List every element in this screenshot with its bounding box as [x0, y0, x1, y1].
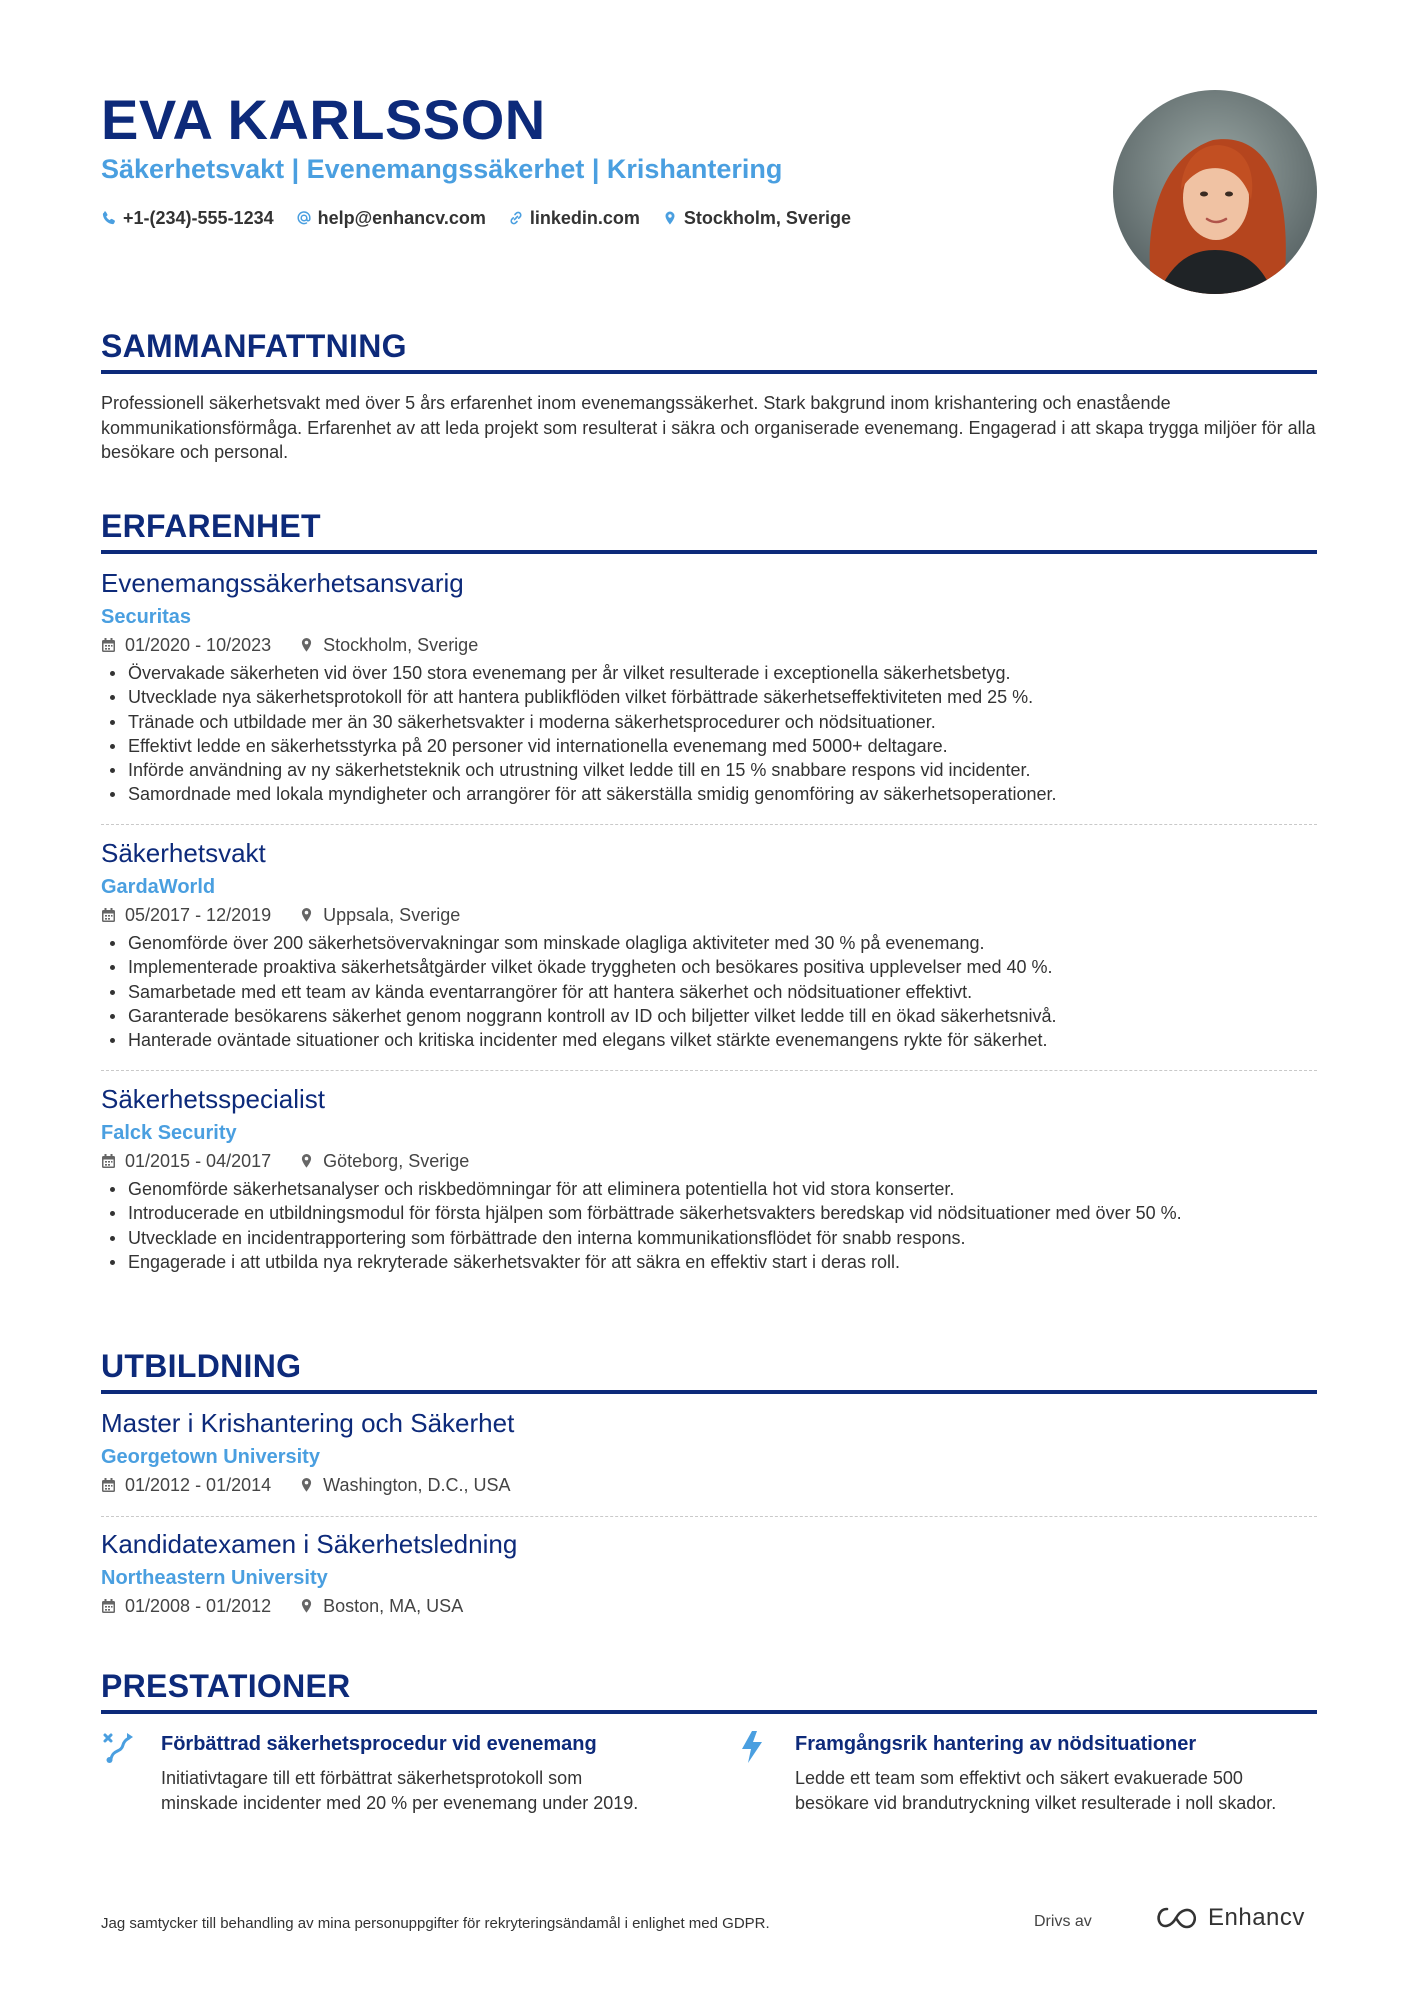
education-entry	[101, 1528, 1317, 1618]
education-meta	[101, 1594, 1317, 1618]
contact-location	[662, 206, 851, 230]
achievement-item	[101, 1729, 661, 1849]
education-location-text: Boston, MA, USA	[323, 1596, 464, 1616]
section-title-achievements: PRESTATIONER	[101, 1668, 351, 1704]
company-name: GardaWorld	[101, 876, 216, 898]
job-dates-text: 01/2020 - 10/2023	[125, 635, 272, 655]
job-meta	[101, 1149, 1317, 1173]
entry-divider	[101, 1070, 1317, 1071]
job-dates-text: 05/2017 - 12/2019	[125, 905, 272, 925]
bullet-item: Introducerade en utbildningsmodul för första hjälpen som förbättrade säkerhetsvakters beredskap vid nödsituationer med över 50 %.	[101, 1201, 1317, 1225]
contact-email-text: help@enhancv.com	[317, 208, 486, 228]
bullet-item: Engagerade i att utbilda nya rekryterade säkerhetsvakter för att säkra en effektiv start i deras roll.	[101, 1250, 1317, 1274]
bullet-item: Övervakade säkerheten vid över 150 stora evenemang per år vilket resulterade i exceptionella säkerhetsbetyg.	[101, 661, 1317, 685]
education-dates-text: 01/2008 - 01/2012	[125, 1596, 272, 1616]
calendar-icon	[101, 637, 116, 653]
job-dates	[101, 1149, 271, 1173]
bullet-item: Effektivt ledde en säkerhetsstyrka på 20 personer vid internationella evenemang med 5000+ deltagare.	[101, 734, 1317, 758]
enhancv-brand-name: Enhancv	[1208, 1904, 1305, 1931]
calendar-icon	[101, 1598, 116, 1614]
achievement-description: Ledde ett team som effektivt och säkert evakuerade 500 besökare vid brandutryckning vilket resulterade i noll skador.	[795, 1768, 1277, 1813]
degree-title: Master i Krishantering och Säkerhet	[101, 1408, 515, 1438]
job-dates-text: 01/2015 - 04/2017	[125, 1151, 272, 1171]
job-title: Säkerhetsvakt	[101, 838, 266, 868]
contact-email[interactable]	[296, 206, 486, 230]
achievement-description: Initiativtagare till ett förbättrat säkerhetsprotokoll som minskade incidenter med 20 % per evenemang under 2019.	[161, 1768, 639, 1813]
section-title-experience: ERFARENHET	[101, 508, 321, 544]
job-location-text: Uppsala, Sverige	[323, 905, 461, 925]
school-name: Georgetown University	[101, 1446, 320, 1468]
education-dates	[101, 1473, 271, 1497]
achievement-item	[735, 1729, 1295, 1849]
bullet-item: Genomförde över 200 säkerhetsövervakningar som minskade olagliga aktiviteter med 30 % på evenemang.	[101, 931, 1317, 955]
lightning-icon	[735, 1729, 771, 1765]
candidate-headline: Säkerhetsvakt | Evenemangssäkerhet | Krishantering	[101, 154, 783, 184]
education-dates-text: 01/2012 - 01/2014	[125, 1475, 272, 1495]
experience-entry	[101, 567, 1317, 807]
bullet-item: Införde användning av ny säkerhetsteknik och utrustning vilket ledde till en 15 % snabbare respons vid incidenter.	[101, 758, 1317, 782]
contact-phone-text: +1-(234)-555-1234	[123, 208, 274, 228]
job-location	[299, 1149, 469, 1173]
job-location	[299, 633, 478, 657]
degree-title: Kandidatexamen i Säkerhetsledning	[101, 1529, 518, 1559]
contact-location-text: Stockholm, Sverige	[683, 208, 851, 228]
phone-icon	[101, 210, 117, 226]
bullet-item: Hanterade oväntade situationer och kritiska incidenter med elegans vilket stärkte evenemangens rykte för säkerhet.	[101, 1028, 1317, 1052]
experience-entry	[101, 837, 1317, 1052]
bullet-item: Garanterade besökarens säkerhet genom noggrann kontroll av ID och biljetter vilket ledde till en ökad säkerhetsnivå.	[101, 1004, 1317, 1028]
job-dates	[101, 903, 271, 927]
achievement-title: Förbättrad säkerhetsprocedur vid evenemang	[161, 1733, 597, 1755]
route-icon	[101, 1729, 137, 1765]
job-location-text: Göteborg, Sverige	[323, 1151, 470, 1171]
experience-entry	[101, 1083, 1317, 1274]
location-pin-icon	[662, 210, 678, 226]
calendar-icon	[101, 907, 116, 923]
section-rule	[101, 370, 1317, 374]
contact-bar	[101, 206, 851, 230]
entry-divider	[101, 1516, 1317, 1517]
bullet-item: Implementerade proaktiva säkerhetsåtgärder vilket ökade tryggheten och besökares positiva upplevelser med 40 %.	[101, 955, 1317, 979]
job-meta	[101, 633, 1317, 657]
education-location	[299, 1473, 510, 1497]
job-bullets	[101, 931, 1317, 1052]
section-title-education: UTBILDNING	[101, 1348, 302, 1384]
gdpr-consent-note: Jag samtycker till behandling av mina personuppgifter för rekryteringsändamål i enlighet med GDPR.	[101, 1915, 770, 1932]
calendar-icon	[101, 1477, 116, 1493]
job-location	[299, 903, 460, 927]
bullet-item: Utvecklade en incidentrapportering som förbättrade den interna kommunikationsflödet för snabb respons.	[101, 1226, 1317, 1250]
job-bullets	[101, 661, 1317, 807]
contact-linkedin[interactable]	[508, 206, 640, 230]
section-rule	[101, 1390, 1317, 1394]
job-title: Evenemangssäkerhetsansvarig	[101, 568, 464, 598]
company-name: Falck Security	[101, 1122, 237, 1144]
school-name: Northeastern University	[101, 1567, 328, 1589]
contact-linkedin-text: linkedin.com	[529, 208, 640, 228]
section-title-summary: SAMMANFATTNING	[101, 328, 407, 364]
location-pin-icon	[299, 907, 314, 923]
section-rule	[101, 550, 1317, 554]
education-location-text: Washington, D.C., USA	[323, 1475, 511, 1495]
powered-by-label: Drivs av	[1034, 1913, 1092, 1930]
job-title: Säkerhetsspecialist	[101, 1084, 325, 1114]
job-dates	[101, 633, 271, 657]
bullet-item: Samarbetade med ett team av kända eventarrangörer för att hantera säkerhet och nödsituationer effektivt.	[101, 980, 1317, 1004]
job-bullets	[101, 1177, 1317, 1274]
candidate-name: EVA KARLSSON	[101, 88, 546, 151]
job-location-text: Stockholm, Sverige	[323, 635, 479, 655]
bullet-item: Utvecklade nya säkerhetsprotokoll för att hantera publikflöden vilket förbättrade säkerhetseffektiviteten med 25 %.	[101, 685, 1317, 709]
enhancv-logo-icon	[1154, 1905, 1200, 1931]
education-entry	[101, 1407, 1317, 1497]
location-pin-icon	[299, 1153, 314, 1169]
achievement-title: Framgångsrik hantering av nödsituationer	[795, 1733, 1197, 1755]
location-pin-icon	[299, 1477, 314, 1493]
bullet-item: Tränade och utbildade mer än 30 säkerhetsvakter i moderna säkerhetsprocedurer och nödsituationer.	[101, 710, 1317, 734]
education-meta	[101, 1473, 1317, 1497]
location-pin-icon	[299, 1598, 314, 1614]
bullet-item: Samordnade med lokala myndigheter och arrangörer för att säkerställa smidig genomföring av säkerhetsoperationer.	[101, 782, 1317, 806]
at-icon	[296, 210, 312, 226]
avatar	[1113, 90, 1317, 294]
entry-divider	[101, 824, 1317, 825]
link-icon	[508, 210, 524, 226]
enhancv-logo[interactable]	[1154, 1903, 1305, 1933]
job-meta	[101, 903, 1317, 927]
company-name: Securitas	[101, 606, 192, 628]
contact-phone[interactable]	[101, 206, 274, 230]
education-location	[299, 1594, 463, 1618]
bullet-item: Genomförde säkerhetsanalyser och riskbedömningar för att eliminera potentiella hot vid stora konserter.	[101, 1177, 1317, 1201]
education-dates	[101, 1594, 271, 1618]
section-rule	[101, 1710, 1317, 1714]
summary-text: Professionell säkerhetsvakt med över 5 års erfarenhet inom evenemangssäkerhet. Stark bakgrund inom krishantering och enastående kommunikationsförmåga. Erfarenhet av att leda projekt som resulterat i säkra och organiserade evenemang. Engagerad i att skapa trygga miljöer för alla besökare och personal.	[101, 393, 1316, 462]
location-pin-icon	[299, 637, 314, 653]
calendar-icon	[101, 1153, 116, 1169]
